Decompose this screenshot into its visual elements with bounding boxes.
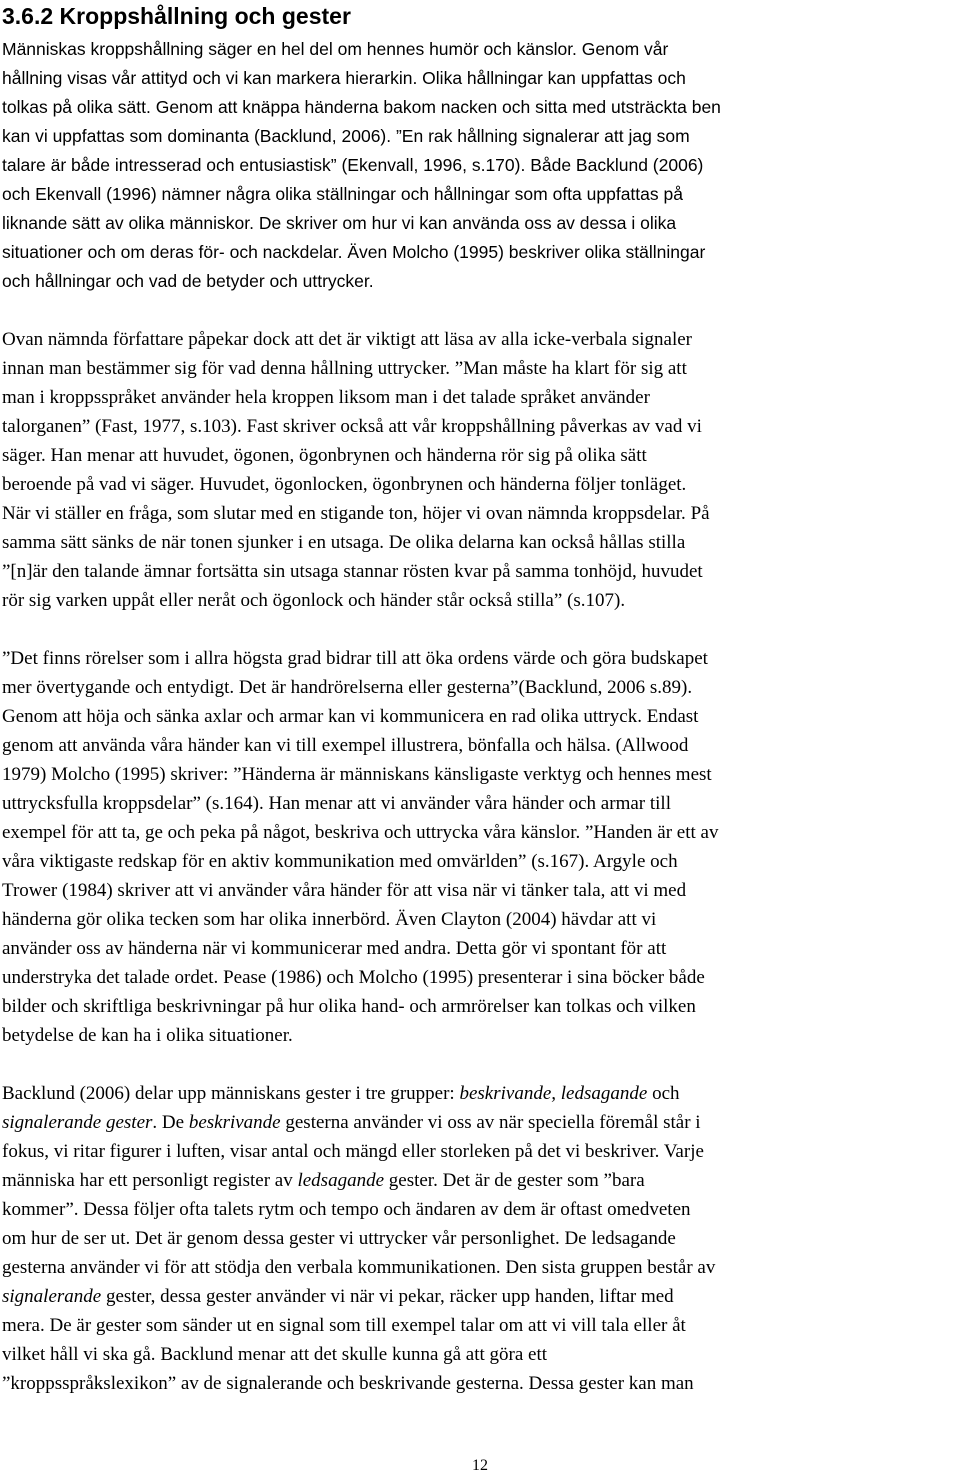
text-line (2, 1340, 954, 1369)
text-line (2, 847, 954, 876)
text-segment: talorganen” (Fast, 1977, s.103). (2, 416, 247, 437)
paragraph-gap (2, 1050, 954, 1079)
text-line (2, 180, 954, 209)
text-segment: uttrycksfulla kroppsdelar” (s.164). (2, 793, 269, 814)
text-line (2, 470, 954, 499)
text-line (2, 1369, 954, 1398)
text-segment: På (690, 503, 710, 524)
text-segment: betydelse de kan ha i olika situationer. (2, 1025, 293, 1046)
text-segment: fokus, vi ritar figurer i luften, visar antal och mängd eller storleken på det vi beskriver. (2, 1141, 664, 1162)
document-page (2, 0, 954, 1398)
text-segment: talare är både intresserad och entusiastisk” (Ekenvall, 1996, s.170). (2, 155, 531, 175)
text-segment: De skriver om hur vi kan använda oss av dessa i olika (258, 213, 677, 233)
text-segment: människa har ett personligt register av (2, 1170, 298, 1191)
text-segment: Han menar att vi använder våra händer och armar till (268, 793, 671, 814)
text-line (2, 992, 954, 1021)
text-segment: De är gester som sänder ut en signal som till exempel talar om att vi vill tala eller åt (49, 1315, 686, 1336)
text-line (2, 1311, 954, 1340)
text-segment: gesterna använder vi oss av när speciella föremål står i (280, 1112, 701, 1133)
text-segment: ”Det finns rörelser som i allra högsta grad bidrar till att öka ordens värde och göra budskapet (2, 648, 708, 669)
text-segment: Pease (1986) och Molcho (1995) presenterar i sina böcker både (223, 967, 705, 988)
text-segment: De olika delarna kan också hållas stilla (388, 532, 686, 553)
text-line (2, 238, 954, 267)
text-line (2, 267, 954, 296)
text-segment: ”[n]är den talande ämnar fortsätta sin utsaga stannar rösten kvar på samma tonhöjd, huvudet (2, 561, 703, 582)
text-segment: beroende på vad vi säger. (2, 474, 200, 495)
text-line (2, 151, 954, 180)
text-segment: vilket håll vi ska gå. (2, 1344, 161, 1365)
text-segment: De ledsagande (564, 1228, 676, 1249)
text-segment: ”Man måste ha klart för sig att (454, 358, 687, 379)
text-segment: Varje (663, 1141, 704, 1162)
text-line (2, 1224, 954, 1253)
text-segment: kan vi uppfattas som dominanta (Backlund, 2006). (2, 126, 396, 146)
text-line (2, 412, 954, 441)
text-segment: använder oss av händerna när vi kommunicerar med andra. (2, 938, 456, 959)
text-line (2, 1021, 954, 1050)
text-line (2, 1108, 954, 1137)
text-line (2, 557, 954, 586)
text-line (2, 1282, 954, 1311)
text-segment: När vi ställer en fråga, som slutar med en stigande ton, höjer vi ovan nämnda kroppsdelar. (2, 503, 691, 524)
paragraph-gap (2, 296, 954, 325)
text-segment: understryka det talade ordet. (2, 967, 224, 988)
text-segment: innan man bestämmer sig för vad denna hållning uttrycker. (2, 358, 455, 379)
italic-term: signalerande (2, 1286, 102, 1307)
text-line (2, 1137, 954, 1166)
text-segment: Även Molcho (1995) beskriver olika ställningar (347, 242, 706, 262)
text-line (2, 1079, 954, 1108)
text-line (2, 644, 954, 673)
text-line (2, 1253, 954, 1282)
text-line (2, 325, 954, 354)
section-heading: 3.6.2 Kroppshållning och gester (2, 3, 351, 29)
italic-term: signalerande gester (2, 1112, 153, 1133)
text-segment: Backlund (2006) delar upp människans gester i tre grupper: (2, 1083, 460, 1104)
text-segment: ”Handen är ett av (584, 822, 719, 843)
paragraph (2, 644, 954, 1050)
text-segment: Trower (1984) skriver att vi använder våra händer för att visa när vi tänker tala, att vi med (2, 880, 687, 901)
text-segment: och Ekenvall (1996) nämner några olika ställningar och hållningar som ofta uppfattas på (2, 184, 683, 204)
text-line (2, 35, 954, 64)
text-line (2, 876, 954, 905)
text-segment: samma sätt sänks de när tonen sjunker i en utsaga. (2, 532, 389, 553)
text-segment: Backlund menar att det skulle kunna gå att göra ett (160, 1344, 548, 1365)
text-segment: gester, dessa gester använder vi när vi pekar, räcker upp handen, liftar med (101, 1286, 674, 1307)
body-text (2, 35, 954, 1398)
text-line (2, 818, 954, 847)
text-line (2, 441, 954, 470)
text-line (2, 122, 954, 151)
text-segment: Han menar att huvudet, ögonen, ögonbrynen och händerna rör sig på olika sätt (50, 445, 647, 466)
text-segment: och (647, 1083, 680, 1104)
text-segment: Dessa gester kan man (528, 1373, 694, 1394)
text-segment: genom att använda våra händer kan vi till exempel illustrera, bönfalla och hälsa. (2, 735, 616, 756)
text-segment: säger. (2, 445, 51, 466)
text-segment: liknande sätt av olika människor. (2, 213, 259, 233)
italic-term: beskrivande (188, 1112, 281, 1133)
text-line (2, 499, 954, 528)
text-segment: hållning visas vår attityd och vi kan markera hierarkin. Olika hållningar kan uppfattas och (2, 68, 686, 88)
text-segment: gester. (384, 1170, 443, 1191)
text-line (2, 731, 954, 760)
text-segment: mer övertygande och entydigt. Det är handrörelserna eller gesterna”(Backlund, 2006 s.89). (2, 677, 693, 698)
text-segment: exempel för att ta, ge och peka på något, beskriva och uttrycka våra känslor. (2, 822, 585, 843)
text-segment: rör sig varken uppåt eller neråt och ögonlock och händer står också stilla” (s.107). (2, 590, 626, 611)
text-segment: ”En rak hållning signalerar att jag som (395, 126, 690, 146)
text-line (2, 789, 954, 818)
text-line (2, 760, 954, 789)
text-segment: mera. (2, 1315, 50, 1336)
text-segment: Det är de gester som ”bara (442, 1170, 645, 1191)
text-segment: bilder och skriftliga beskrivningar på hur olika hand- och armrörelser kan tolkas och vilken (2, 996, 696, 1017)
text-segment: Genom att knäppa händerna bakom nacken och sitta med utsträckta ben (155, 97, 721, 117)
text-segment: (Allwood (615, 735, 689, 756)
text-segment: Dessa följer ofta talets rytm och tempo och ändaren av dem är oftast omedveten (83, 1199, 691, 1220)
text-line (2, 963, 954, 992)
text-line (2, 586, 954, 615)
text-segment: man i kroppsspråket använder hela kroppen liksom man i det talade språket använder (2, 387, 650, 408)
text-segment: Detta gör vi spontant för att (455, 938, 667, 959)
text-segment: Argyle och (592, 851, 678, 872)
text-segment: gesterna använder vi för att stödja den verbala kommunikationen. (2, 1257, 506, 1278)
paragraph (2, 35, 954, 296)
text-segment: situationer och om deras för- och nackdelar. (2, 242, 348, 262)
text-segment: Fast skriver också att vår kroppshållning påverkas av vad vi (246, 416, 702, 437)
text-segment: Huvudet, ögonlocken, ögonbrynen och händerna följer tonläget. (199, 474, 687, 495)
text-segment: Ovan nämnda författare påpekar dock att det är viktigt att läsa av alla icke-verbala signaler (2, 329, 693, 350)
text-segment: Både Backlund (2006) (530, 155, 704, 175)
text-segment: våra viktigaste redskap för en aktiv kommunikation med omvärlden” (s.167). (2, 851, 593, 872)
text-line (2, 64, 954, 93)
text-line (2, 1195, 954, 1224)
text-segment: om hur de ser ut. (2, 1228, 135, 1249)
paragraph-gap (2, 615, 954, 644)
italic-term: ledsagande (297, 1170, 385, 1191)
text-segment: tolkas på olika sätt. (2, 97, 156, 117)
text-line (2, 673, 954, 702)
text-line (2, 528, 954, 557)
text-line (2, 209, 954, 238)
page-number: 12 (472, 1457, 488, 1474)
italic-term: beskrivande, ledsagande (459, 1083, 648, 1104)
text-segment: kommer”. (2, 1199, 84, 1220)
text-line (2, 383, 954, 412)
text-segment: Det är genom dessa gester vi uttrycker vår personlighet. (134, 1228, 565, 1249)
text-line (2, 905, 954, 934)
text-segment: Även Clayton (2004) hävdar att vi (395, 909, 657, 930)
text-line (2, 702, 954, 731)
text-segment: och hållningar och vad de betyder och uttrycker. (2, 271, 374, 291)
text-segment: . De (152, 1112, 189, 1133)
text-segment: Endast (646, 706, 699, 727)
text-segment: ”kroppsspråkslexikon” av de signalerande och beskrivande gesterna. (2, 1373, 529, 1394)
text-line (2, 354, 954, 383)
text-line (2, 1166, 954, 1195)
text-line (2, 934, 954, 963)
text-segment: händerna gör olika tecken som har olika innerbörd. (2, 909, 396, 930)
text-segment: 1979) Molcho (1995) skriver: ”Händerna är människans känsligaste verktyg och hennes mest (2, 764, 712, 785)
text-line (2, 93, 954, 122)
text-segment: Den sista gruppen består av (505, 1257, 716, 1278)
text-segment: Människas kroppshållning säger en hel del om hennes humör och känslor. Genom vår (2, 39, 669, 59)
text-segment: Genom att höja och sänka axlar och armar kan vi kommunicera en rad olika uttryck. (2, 706, 647, 727)
paragraph (2, 1079, 954, 1398)
paragraph (2, 325, 954, 615)
